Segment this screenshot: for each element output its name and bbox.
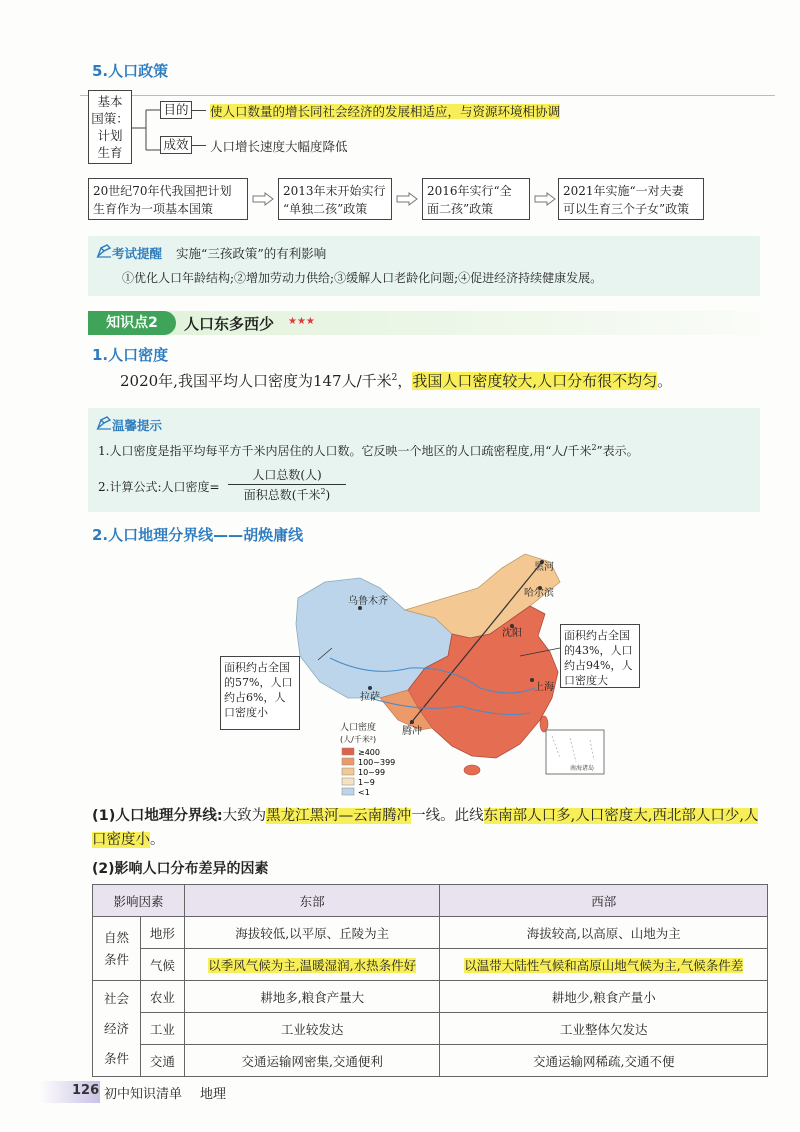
- page-number: 126: [72, 1083, 100, 1098]
- table-header-row: [93, 885, 768, 917]
- effect-label: 成效: [160, 136, 192, 154]
- bracket-connector: [132, 100, 162, 160]
- city-dot: [368, 686, 372, 690]
- effect-text: 人口增长速度大幅度降低: [210, 139, 348, 154]
- map-city-label: 黑河: [534, 562, 554, 573]
- west-cell: [440, 1045, 768, 1077]
- east-cell: [184, 1013, 440, 1045]
- arrow-right-icon: [252, 192, 274, 206]
- west-value: 海拔较高,以高原、山地为主: [526, 925, 681, 941]
- p1-text: 大致为: [222, 808, 267, 824]
- p1-label: (1)人口地理分界线:: [92, 808, 223, 824]
- goal-text: 使人口数量的增长同社会经济的发展相适应，与资源环境相协调: [210, 104, 561, 119]
- warm-tip-p1-end: ”表示。: [596, 444, 639, 458]
- table-row: [93, 917, 768, 949]
- warm-tip-p1-text: 1.人口密度是指平均每平方千米内居住的人口数。它反映一个地区的人口疏密程度,用“人/千米: [98, 444, 592, 458]
- warm-tip-p1-sup: 2: [591, 443, 597, 452]
- east-cell: [184, 981, 440, 1013]
- pen-icon: [96, 244, 112, 258]
- sub-factor: 交通: [140, 1045, 184, 1077]
- factors-heading: (2)影响人口分布差异的因素: [92, 861, 269, 877]
- formula-den-end: ): [325, 488, 331, 502]
- timeline-box-1970s: [88, 178, 248, 220]
- map-hainan: [464, 765, 480, 775]
- basic-policy-line: 基本: [97, 94, 123, 109]
- east-value: 海拔较低,以平原、丘陵为主: [235, 925, 390, 941]
- east-value: 以季风气候为主,温暖湿润,水热条件好: [208, 957, 417, 973]
- basic-policy-line: 计划: [97, 128, 123, 143]
- map-city-label: 沈阳: [502, 628, 522, 639]
- formula-den-sup: 2: [320, 487, 326, 496]
- book-subject: 地理: [200, 1087, 227, 1102]
- formula-numerator: 人口总数(人): [228, 466, 346, 485]
- density-end: 。: [657, 372, 673, 390]
- timeline-box-2016: [422, 178, 530, 220]
- timeline-line: “单独二孩”政策: [283, 202, 368, 216]
- west-cell: [440, 1013, 768, 1045]
- east-value: 交通运输网密集,交通便利: [241, 1053, 383, 1069]
- sub-factor: 地形: [140, 917, 184, 949]
- east-cell: [184, 917, 440, 949]
- legend-swatch: [342, 748, 354, 755]
- legend-label: 100~399: [358, 758, 396, 767]
- p1-highlight: 东南部人口多,人口密度大,西北部人口少,人口密度小: [92, 808, 759, 848]
- legend-label: 10~99: [358, 768, 386, 777]
- importance-stars: ★★★: [288, 316, 315, 327]
- city-dot: [410, 720, 414, 724]
- basic-policy-line: 生育: [97, 145, 123, 160]
- map-city-label: 拉萨: [360, 692, 380, 703]
- table-row: [93, 1013, 768, 1045]
- density-sup: 2: [391, 373, 398, 383]
- formula-den-text: 面积总数(千米: [243, 488, 321, 502]
- table-row: [93, 949, 768, 981]
- west-value: 工业整体欠发达: [559, 1021, 648, 1037]
- formula-fraction: [228, 466, 346, 503]
- header-factor: 影响因素: [93, 885, 185, 917]
- table-row: [93, 1045, 768, 1077]
- west-value: 以温带大陆性气候和高原山地气候为主,气候条件差: [464, 957, 744, 973]
- paragraph-hu-line: [92, 804, 772, 852]
- legend-swatch: [342, 788, 354, 795]
- legend-swatch: [342, 778, 354, 785]
- timeline-line: 生育作为一项基本国策: [93, 202, 214, 216]
- sub-factor: 气候: [140, 949, 184, 981]
- category-natural-text: 自然条件: [103, 929, 129, 967]
- map-city-label: 乌鲁木齐: [348, 596, 388, 607]
- west-cell: [440, 917, 768, 949]
- p1-highlight: 黑龙江黑河—云南腾冲: [266, 808, 412, 824]
- density-title: 1.人口密度: [92, 346, 169, 364]
- sub-factor: 工业: [140, 1013, 184, 1045]
- p1-text: 一线。此线: [411, 808, 484, 824]
- section-5-title: 5.人口政策: [92, 62, 169, 80]
- category-natural: [93, 917, 141, 981]
- exam-tip-subject: 实施“三孩政策”的有利影响: [176, 246, 327, 261]
- timeline-line: 20世纪70年代我国把计划: [93, 184, 232, 198]
- east-value: 工业较发达: [280, 1021, 344, 1037]
- map-city-label: 上海: [534, 682, 554, 693]
- connector: [192, 145, 206, 146]
- west-cell: [440, 981, 768, 1013]
- east-value: 耕地多,粮食产量大: [260, 989, 365, 1005]
- hu-line-title: 2.人口地理分界线——胡焕庸线: [92, 526, 304, 544]
- timeline-box-2021: [558, 178, 704, 220]
- goal-label: 目的: [160, 101, 192, 119]
- legend-swatch: [342, 768, 354, 775]
- book-title: 初中知识清单: [104, 1087, 183, 1102]
- header-west: 西部: [440, 885, 768, 917]
- timeline-line: 2021年实施“一对夫妻: [563, 184, 684, 198]
- header-east: 东部: [184, 885, 440, 917]
- west-value: 交通运输网稀疏,交通不便: [533, 1053, 675, 1069]
- legend-swatch: [342, 758, 354, 765]
- warm-tip-p1: [98, 442, 639, 459]
- legend-label: 1~9: [358, 778, 375, 787]
- factors-table: [92, 884, 768, 1077]
- category-social: [93, 981, 141, 1077]
- map-legend: [342, 748, 395, 797]
- timeline-line: 可以生育三个子女”政策: [563, 202, 690, 216]
- exam-tip-title: 考试提醒: [112, 246, 163, 261]
- table-row: [93, 981, 768, 1013]
- map-taiwan: [540, 716, 548, 732]
- legend-label: <1: [358, 788, 370, 797]
- timeline-line: 面二孩”政策: [427, 202, 494, 216]
- pen-icon: [96, 416, 112, 430]
- inset-label: 南海诸岛: [570, 765, 595, 772]
- timeline-box-2013: [278, 178, 392, 220]
- warm-tip-panel: [88, 408, 760, 512]
- formula-denominator: [228, 485, 346, 503]
- basic-policy-box: [88, 90, 132, 164]
- east-cell: [184, 949, 440, 981]
- p1-end: 。: [150, 832, 165, 848]
- east-callout: 面积约占全国的43%，人口约占94%，人口密度大: [560, 624, 640, 688]
- warm-tip-p2-label: 2.计算公式:人口密度=: [98, 480, 220, 494]
- basic-policy-line: 国策：: [91, 111, 129, 126]
- arrow-right-icon: [396, 192, 418, 206]
- density-paragraph: 2020年,我国平均人口密度为147人/千米$^2$，我国人口密度较大,人口分布很不均匀。: [120, 372, 673, 390]
- sub-factor: 农业: [140, 981, 184, 1013]
- connector: [192, 110, 206, 111]
- west-value: 耕地少,粮食产量小: [551, 989, 656, 1005]
- warm-tip-title: 温馨提示: [112, 418, 163, 433]
- knowledge-point-badge: 知识点2: [88, 311, 176, 335]
- legend-unit: (人/千米²): [340, 735, 377, 744]
- west-cell: [440, 949, 768, 981]
- exam-tip-body: ①优化人口年龄结构;②增加劳动力供给;③缓解人口老龄化问题;④促进经济持续健康发展。: [122, 271, 603, 285]
- west-callout: 面积约占全国的57%，人口约占6%，人口密度小: [220, 656, 300, 730]
- density-highlight: 我国人口密度较大,人口分布很不均匀: [412, 372, 658, 390]
- legend-title: 人口密度: [340, 723, 377, 733]
- legend-label: ≥400: [358, 748, 380, 757]
- density-text: 2020年,我国平均人口密度为147人/千米: [120, 372, 392, 390]
- knowledge-point-title: 人口东多西少: [184, 315, 275, 333]
- exam-tip-panel: [88, 236, 760, 296]
- map-city-label: 哈尔滨: [524, 588, 554, 599]
- divider: [80, 95, 775, 96]
- category-social-text: 社会经济条件: [103, 990, 129, 1066]
- timeline-line: 2013年末开始实行: [283, 184, 386, 198]
- east-cell: [184, 1045, 440, 1077]
- timeline-line: 2016年实行“全: [427, 184, 512, 198]
- arrow-right-icon: [534, 192, 556, 206]
- map-city-label: 腾冲: [402, 726, 422, 737]
